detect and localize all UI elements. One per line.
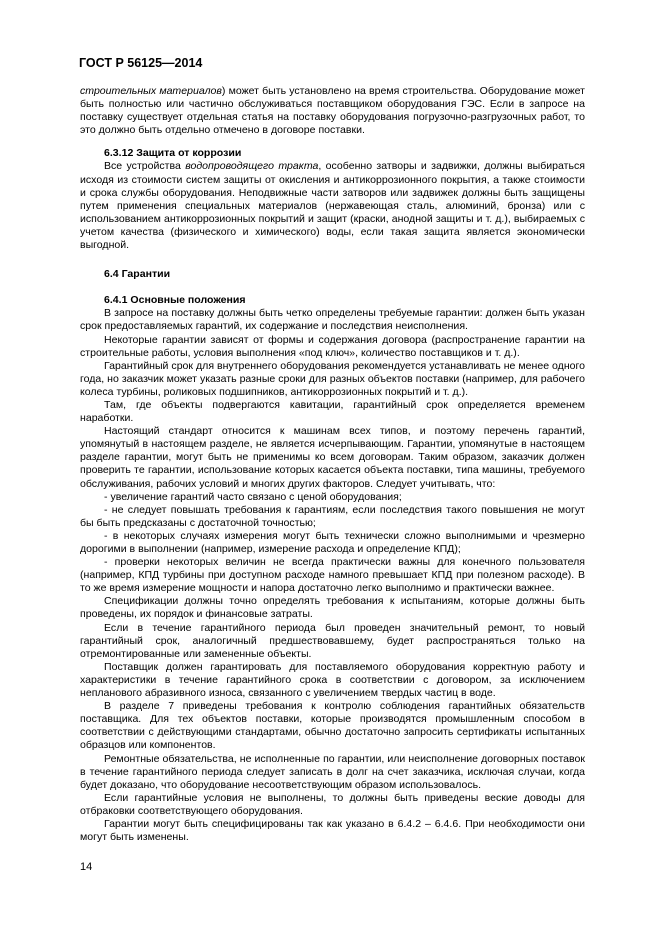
paragraph: Ремонтные обязательства, не исполненные по гарантии, или неисполнение договорных поставок в течение гарантийного периода следует записать в долг на счет заказчика, исключая случаи, когда будет доказано, что оборудование несоответствующим образом использовалось. bbox=[80, 752, 585, 791]
list-item: - не следует повышать требования к гарантиям, если последствия такого повышения не могут бы быть предсказаны с достаточной точностью; bbox=[80, 503, 585, 529]
paragraph: В запросе на поставку должны быть четко определены требуемые гарантии: должен быть указан срок предоставляемых гарантий, их содержание и последствия неисполнения. bbox=[80, 307, 585, 333]
paragraph-continuation: строительных материалов) может быть установлено на время строительства. Оборудование может быть полностью или частично обслуживаться поставщиком оборудования ГЭС. Если в запросе на поставку существует отдельная статья на поставку оборудования погрузочно-разгрузочных работ, то это должно быть отдельно отмечено в договоре поставки. bbox=[80, 85, 585, 137]
section-heading-6-4-1: 6.4.1 Основные положения bbox=[104, 294, 246, 307]
section-heading-6-4: 6.4 Гарантии bbox=[104, 268, 171, 281]
paragraph-corrosion: Все устройства водопроводящего тракта, особенно затворы и задвижки, должны выбираться исходя из стоимости систем защиты от окисления и антикоррозионного покрытия, а также стоимости и срока службы оборудования. Неподвижные части затворов или задвижек должны быть защищены путем применения специальных материалов (нержавеющая сталь, алюминий, бронза) или с использованием антикоррозионных покрытий и защит (краски, анодной защиты и т. д.), выбираемых с учетом качества (физического и химического) воды, если такая защита является экономически выгодной. bbox=[80, 160, 585, 252]
paragraph: В разделе 7 приведены требования к контролю соблюдения гарантийных обязательств поставщика. Для тех объектов поставки, которые производятся промышленным способом в соответствии с действующими стандартами, обычно достаточно запросить сертификаты испытанных образцов или компонентов. bbox=[80, 700, 585, 752]
italic-term: водопроводящего тракта bbox=[185, 160, 319, 173]
list-item: - в некоторых случаях измерения могут быть технически сложно выполнимыми и чрезмерно дорогими в выполнении (например, измерение расхода и определение КПД); bbox=[80, 529, 585, 555]
document-body bbox=[80, 85, 585, 844]
paragraph: Спецификации должны точно определять требования к испытаниям, которые должны быть проведены, их порядок и финансовые затраты. bbox=[80, 595, 585, 621]
page-number: 14 bbox=[80, 861, 93, 873]
list-item: - проверки некоторых величин не всегда практически важны для конечного пользователя (например, КПД турбины при доступном расходе намного превышает КПД при полезном расходе). В то же время измерение мощности и напора достаточно легко выполнимо и практически важнее. bbox=[80, 556, 585, 595]
paragraph: Там, где объекты подвергаются кавитации, гарантийный срок определяется временем наработки. bbox=[80, 398, 585, 425]
section-heading-6-3-12: 6.3.12 Защита от коррозии bbox=[104, 147, 242, 160]
paragraph: Если гарантийные условия не выполнены, то должны быть приведены веские доводы для отбраковки соответствующего оборудования. bbox=[80, 791, 585, 817]
paragraph: Гарантийный срок для внутреннего оборудования рекомендуется устанавливать не менее одного года, но заказчик может указать разные сроки для разных объектов поставки (например, для рабочего колеса турбины, роликовых подшипников, антикоррозионных покрытий и т. д.). bbox=[80, 359, 585, 398]
paragraph: Гарантии могут быть специфицированы так как указано в 6.4.2 – 6.4.6. При необходимости они могут быть изменены. bbox=[80, 817, 585, 844]
italic-term: строительных материалов bbox=[80, 85, 222, 97]
paragraph: Если в течение гарантийного периода был проведен значительный ремонт, то новый гарантийный срок, аналогичный предшествовавшему, будет распространяться только на отремонтированные или замененные объекты. bbox=[80, 621, 585, 660]
paragraph: Настоящий стандарт относится к машинам всех типов, и поэтому перечень гарантий, упомянутый в настоящем разделе, не является исчерпывающим. Гарантии, упомянутые в настоящем разделе гарантии, могут быть не применимы ко всем договорам. Таким образом, заказчик должен проверить те гарантии, использование которых касается объекта поставки, типа машины, требуемого обслуживания, рабочих условий и многих других факторов. Следует учитывать, что: bbox=[80, 425, 585, 490]
paragraph: Некоторые гарантии зависят от формы и содержания договора (распространение гарантии на строительные работы, условия выполнения «под ключ», количество поставщиков и т. д.). bbox=[80, 333, 585, 359]
paragraph: Поставщик должен гарантировать для поставляемого оборудования корректную работу и характеристики в течение гарантийного срока в соответствии с договором, за исключением непланового абразивного износа, связанного с увеличением твердых частиц в воде. bbox=[80, 660, 585, 700]
document-header: ГОСТ Р 56125—2014 bbox=[79, 56, 203, 70]
list-item: - увеличение гарантий часто связано с ценой оборудования; bbox=[104, 490, 402, 503]
